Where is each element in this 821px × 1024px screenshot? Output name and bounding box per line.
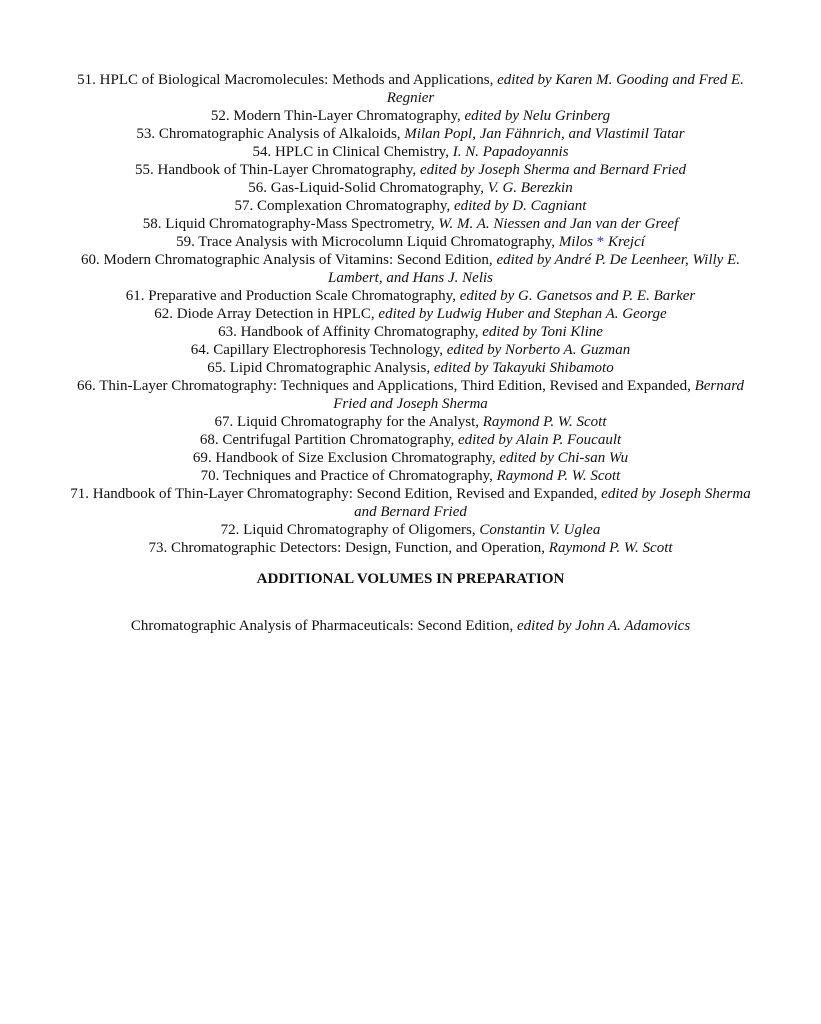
volume-author: edited by Ludwig Huber and Stephan A. George	[378, 306, 667, 322]
volume-title: 53. Chromatographic Analysis of Alkaloids,	[136, 126, 405, 142]
volume-title: 57. Complexation Chromatography,	[234, 198, 454, 214]
volume-author: edited by Chi-san Wu	[499, 450, 629, 466]
list-item	[70, 179, 751, 197]
volume-author: edited by John A. Adamovics	[517, 618, 691, 634]
volume-author: edited by André P. De Leenheer, Willy E. Lambert, and Hans J. Nelis	[328, 252, 740, 286]
additional-volumes-heading: ADDITIONAL VOLUMES IN PREPARATION	[256, 571, 565, 587]
list-item	[70, 539, 751, 557]
volume-author: Milos	[558, 234, 593, 250]
volume-title: 55. Handbook of Thin-Layer Chromatography,	[135, 162, 420, 178]
volume-title: 68. Centrifugal Partition Chromatography,	[199, 432, 458, 448]
volume-title: 59. Trace Analysis with Microcolumn Liquid Chromatography,	[176, 234, 559, 250]
list-item	[70, 143, 751, 161]
volume-author: Constantin V. Uglea	[479, 522, 601, 538]
list-item	[70, 431, 751, 449]
volume-title: 70. Techniques and Practice of Chromatography,	[200, 468, 497, 484]
volume-title: Chromatographic Analysis of Pharmaceuticals: Second Edition,	[130, 618, 517, 634]
volume-author: V. G. Berezkin	[487, 180, 573, 196]
volume-author: edited by G. Ganetsos and P. E. Barker	[459, 288, 696, 304]
volume-title: 58. Liquid Chromatography-Mass Spectrometry,	[142, 216, 439, 232]
volume-author: edited by Joseph Sherma and Bernard Fried	[419, 162, 686, 178]
volume-author: Raymond P. W. Scott	[496, 468, 621, 484]
list-item	[70, 161, 751, 179]
volume-author: edited by Alain P. Foucault	[457, 432, 622, 448]
volume-title: 69. Handbook of Size Exclusion Chromatography,	[192, 450, 500, 466]
volume-author: edited by Toni Kline	[482, 324, 603, 340]
volume-author: edited by Karen M. Gooding and Fred E. Regnier	[386, 72, 744, 106]
volume-title: 51. HPLC of Biological Macromolecules: Methods and Applications,	[77, 72, 498, 88]
volume-author: Raymond P. W. Scott	[548, 540, 673, 556]
list-item	[70, 125, 751, 143]
volume-title: 56. Gas-Liquid-Solid Chromatography,	[248, 180, 488, 196]
volume-author-continued: Krejcí	[607, 234, 645, 250]
volume-author: edited by Joseph Sherma and Bernard Fried	[354, 486, 751, 520]
volume-title: 67. Liquid Chromatography for the Analyst,	[214, 414, 483, 430]
list-item	[70, 377, 751, 413]
list-item	[70, 233, 751, 251]
volume-title: 65. Lipid Chromatographic Analysis,	[207, 360, 434, 376]
volume-author: Raymond P. W. Scott	[482, 414, 607, 430]
volume-title: 52. Modern Thin-Layer Chromatography,	[210, 108, 465, 124]
series-volume-list	[70, 71, 751, 557]
list-item	[70, 71, 751, 107]
list-item	[70, 341, 751, 359]
list-item	[70, 467, 751, 485]
volume-title: 73. Chromatographic Detectors: Design, Function, and Operation,	[148, 540, 549, 556]
volume-title: 63. Handbook of Affinity Chromatography,	[218, 324, 483, 340]
volume-author: edited by Nelu Grinberg	[464, 108, 611, 124]
volume-title: 64. Capillary Electrophoresis Technology,	[190, 342, 447, 358]
volume-title: 60. Modern Chromatographic Analysis of Vitamins: Second Edition,	[80, 252, 497, 268]
list-item	[70, 521, 751, 539]
asterisk-mark: *	[592, 234, 608, 250]
volume-title: 54. HPLC in Clinical Chemistry,	[252, 144, 453, 160]
volume-author: edited by Norberto A. Guzman	[446, 342, 631, 358]
list-item	[70, 449, 751, 467]
list-item	[70, 215, 751, 233]
list-item	[70, 287, 751, 305]
list-item	[70, 323, 751, 341]
volume-author: edited by D. Cagniant	[453, 198, 587, 214]
volume-title: 62. Diode Array Detection in HPLC,	[154, 306, 379, 322]
volume-title: 61. Preparative and Production Scale Chromatography,	[125, 288, 460, 304]
list-item	[70, 413, 751, 431]
volume-title: 71. Handbook of Thin-Layer Chromatography: Second Edition, Revised and Expanded,	[70, 486, 602, 502]
volume-author: edited by Takayuki Shibamoto	[433, 360, 614, 376]
list-item	[70, 251, 751, 287]
list-item	[70, 305, 751, 323]
volume-author: I. N. Papadoyannis	[452, 144, 569, 160]
volume-title: 72. Liquid Chromatography of Oligomers,	[220, 522, 480, 538]
volume-author: Milan Popl, Jan Fähnrich, and Vlastimil Tatar	[404, 126, 685, 142]
volume-author: W. M. A. Niessen and Jan van der Greef	[438, 216, 679, 232]
volume-title: 66. Thin-Layer Chromatography: Techniques and Applications, Third Edition, Revised and Expanded,	[76, 378, 695, 394]
list-item	[70, 197, 751, 215]
list-item	[70, 485, 751, 521]
list-item	[70, 359, 751, 377]
volume-author: Bernard Fried and Joseph Sherma	[333, 378, 745, 412]
list-item	[70, 107, 751, 125]
additional-volume-entry	[0, 617, 821, 635]
